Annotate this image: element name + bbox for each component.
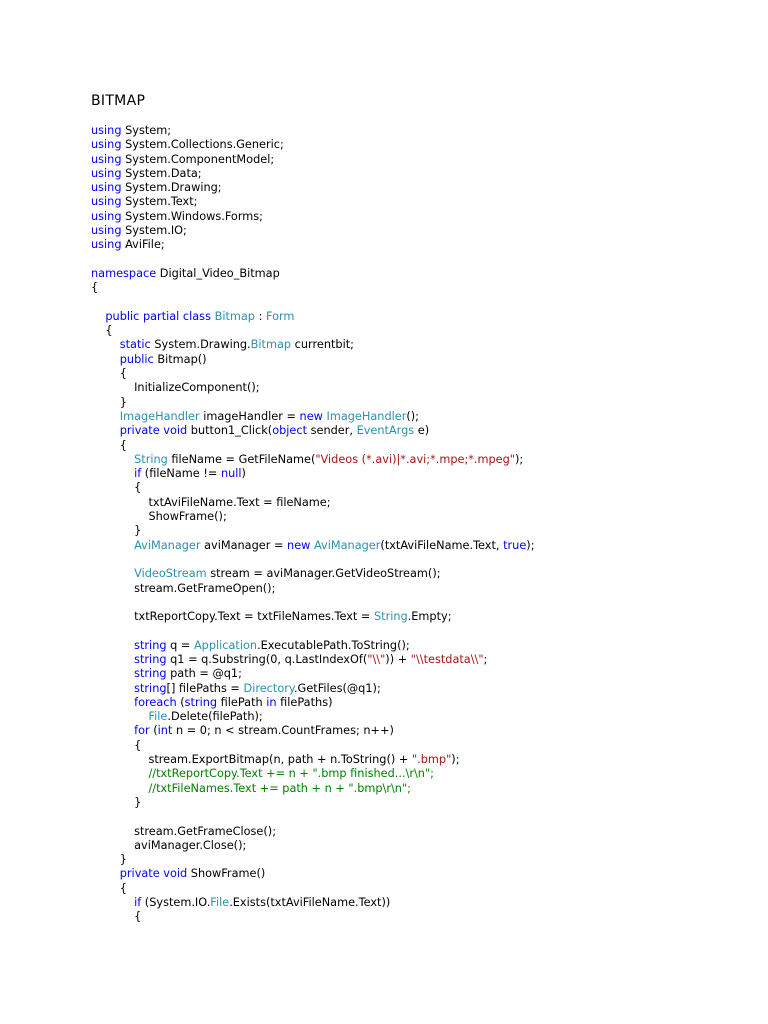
code-text-token: { [91, 324, 113, 338]
code-line [91, 853, 535, 867]
code-text-token: fileName = GetFileName( [167, 452, 316, 466]
type-token: VideoStream [134, 567, 207, 581]
code-text-token: { [91, 738, 142, 752]
code-text-token: .Exists(txtAviFileName.Text)) [229, 896, 391, 910]
keyword-token: using [91, 124, 122, 137]
code-line [91, 195, 535, 209]
code-text-token: stream = aviManager.GetVideoStream(); [206, 567, 441, 581]
code-text-token: (txtAviFileName.Text, [380, 538, 504, 552]
code-text-token [91, 310, 105, 323]
code-line [91, 724, 535, 738]
code-text-token: currentbit; [291, 338, 354, 352]
code-text-token: ); [451, 753, 460, 767]
code-text-token: System.Drawing; [121, 181, 222, 195]
type-token: Bitmap [250, 338, 292, 352]
type-token: String [134, 452, 168, 466]
code-line [91, 267, 535, 281]
code-line [91, 296, 535, 310]
type-token: Form [265, 309, 295, 323]
type-token: ImageHandler [326, 409, 407, 423]
type-token: String [373, 610, 408, 624]
code-line [91, 210, 535, 224]
code-text-token: { [91, 481, 142, 495]
keyword-token: int [157, 724, 173, 738]
code-line [91, 596, 535, 610]
code-text-token: imageHandler = [199, 409, 300, 423]
code-text-token [91, 710, 148, 723]
code-text-token: .Delete(filePath); [167, 710, 263, 724]
type-token: ImageHandler [119, 409, 200, 423]
keyword-token: public [119, 352, 154, 366]
code-text-token: ( [176, 695, 185, 709]
code-text-token [91, 696, 134, 709]
code-line [91, 753, 535, 767]
code-line [91, 410, 535, 424]
code-line [91, 424, 535, 438]
code-line [91, 667, 535, 681]
type-token: Application [193, 638, 258, 652]
code-text-token: ) [241, 467, 246, 481]
code-line [91, 539, 535, 553]
code-line [91, 496, 535, 510]
type-token: AviManager [313, 538, 381, 552]
keyword-token: using [91, 195, 122, 209]
code-text-token: } [91, 853, 127, 867]
code-text-token [91, 467, 134, 480]
code-line [91, 767, 535, 781]
keyword-token: using [91, 181, 122, 195]
code-line [91, 567, 535, 581]
keyword-token: new [287, 538, 311, 552]
code-line [91, 582, 535, 596]
code-line [91, 896, 535, 910]
code-text-token: ; [483, 652, 488, 666]
code-text-token: [] filePaths = [166, 681, 244, 695]
code-text-token [91, 867, 120, 880]
code-line [91, 381, 535, 395]
keyword-token: using [91, 138, 122, 152]
code-text-token [91, 410, 120, 423]
code-text-token [91, 424, 120, 437]
code-text-token: aviManager.Close(); [91, 838, 247, 852]
code-text-token: ( [149, 724, 158, 738]
code-text-token: } [91, 395, 127, 409]
keyword-token: string [134, 652, 167, 666]
code-line [91, 825, 535, 839]
code-line [91, 167, 535, 181]
code-text-token: e) [414, 424, 430, 438]
keyword-token: string [134, 681, 167, 695]
code-text-token: q1 = q.Substring(0, q.LastIndexOf( [166, 652, 368, 666]
code-text-token: System; [121, 124, 172, 137]
code-line [91, 796, 535, 810]
string-literal-token: "\\testdata\\" [410, 652, 484, 666]
code-text-token [91, 724, 134, 737]
code-line [91, 181, 535, 195]
code-text-token: (System.IO. [141, 896, 211, 910]
keyword-token: using [91, 152, 122, 166]
code-line [91, 682, 535, 696]
code-line [91, 138, 535, 152]
string-literal-token: "\\" [367, 652, 386, 666]
code-text-token: stream.GetFrameClose(); [91, 824, 276, 838]
keyword-token: string [134, 638, 167, 652]
keyword-token: true [503, 538, 527, 552]
keyword-token: foreach [134, 695, 177, 709]
keyword-token: public partial class [105, 309, 211, 323]
code-text-token: : [254, 309, 266, 323]
code-text-token: Bitmap() [153, 352, 207, 366]
code-text-token: sender, [307, 424, 357, 438]
code-line [91, 467, 535, 481]
code-line [91, 353, 535, 367]
code-text-token [91, 682, 134, 695]
type-token: Bitmap [214, 309, 255, 323]
code-line [91, 324, 535, 338]
code-text-token: txtReportCopy.Text = txtFileNames.Text = [91, 610, 374, 624]
code-text-token [91, 338, 120, 351]
keyword-token: private void [119, 424, 188, 438]
code-text-token: System.IO; [121, 224, 187, 238]
code-line [91, 653, 535, 667]
code-text-token [91, 453, 134, 466]
code-line [91, 396, 535, 410]
keyword-token: if [134, 896, 142, 910]
comment-token: //txtFileNames.Text += path + n + ".bmp\r\n"; [91, 781, 411, 795]
type-token: File [148, 710, 168, 724]
code-line [91, 696, 535, 710]
code-text-token: { [91, 438, 127, 452]
code-text-token: { [91, 281, 99, 295]
code-text-token: System.Data; [121, 166, 202, 180]
code-text-token: filePath [217, 695, 267, 709]
type-token: EventArgs [356, 424, 415, 438]
keyword-token: if [134, 467, 142, 481]
code-text-token: ); [515, 452, 524, 466]
code-text-token [91, 896, 134, 909]
keyword-token: string [184, 695, 218, 709]
code-text-token: n = 0; n < stream.CountFrames; n++) [172, 724, 394, 738]
keyword-token: object [272, 424, 308, 438]
code-line [91, 439, 535, 453]
keyword-token: null [220, 467, 242, 481]
code-text-token [91, 639, 134, 652]
code-text-token: AviFile; [121, 238, 165, 252]
code-text-token: .GetFiles(@q1); [293, 681, 381, 695]
code-text-token: Digital_Video_Bitmap [156, 266, 280, 280]
code-line [91, 453, 535, 467]
code-text-token: q = [166, 638, 194, 652]
code-line [91, 839, 535, 853]
keyword-token: using [91, 238, 122, 252]
code-text-token: .Empty; [407, 610, 452, 624]
code-text-token: { [91, 881, 127, 895]
code-line [91, 367, 535, 381]
code-line [91, 867, 535, 881]
code-text-token: filePaths) [276, 695, 333, 709]
code-text-token: ShowFrame() [187, 867, 266, 881]
code-line [91, 710, 535, 724]
code-line [91, 481, 535, 495]
code-line [91, 624, 535, 638]
code-line [91, 124, 535, 138]
code-line [91, 310, 535, 324]
code-text-token [91, 567, 134, 580]
code-text-token: InitializeComponent(); [91, 381, 260, 395]
keyword-token: for [134, 724, 150, 738]
code-text-token: button1_Click( [187, 424, 273, 438]
code-text-token: )) + [385, 652, 411, 666]
keyword-token: new [299, 409, 323, 423]
code-line [91, 510, 535, 524]
type-token: AviManager [134, 538, 201, 552]
code-text-token [91, 353, 120, 366]
code-text-token: } [91, 795, 142, 809]
code-line [91, 782, 535, 796]
code-line [91, 739, 535, 753]
keyword-token: string [134, 667, 167, 681]
code-line [91, 338, 535, 352]
code-line [91, 153, 535, 167]
code-text-token: stream.ExportBitmap(n, path + n.ToString() + [91, 753, 412, 767]
code-text-token: System.Drawing. [150, 338, 251, 352]
code-line [91, 281, 535, 295]
code-text-token: System.Windows.Forms; [121, 209, 263, 223]
code-text-token: (fileName != [141, 467, 221, 481]
code-line [91, 910, 535, 924]
code-text-token: System.ComponentModel; [121, 152, 275, 166]
type-token: Directory [243, 681, 294, 695]
keyword-token: private void [119, 867, 188, 881]
code-line [91, 553, 535, 567]
code-line [91, 610, 535, 624]
code-text-token: stream.GetFrameOpen(); [91, 581, 276, 595]
code-line [91, 224, 535, 238]
code-text-token: path = @q1; [166, 667, 242, 681]
code-text-token: ShowFrame(); [91, 510, 227, 524]
code-text-token: ); [526, 538, 535, 552]
keyword-token: static [119, 338, 151, 352]
code-line [91, 882, 535, 896]
code-text-token: { [91, 910, 142, 924]
code-text-token: (); [406, 409, 419, 423]
code-text-token: txtAviFileName.Text = fileName; [91, 495, 331, 509]
string-literal-token: "Videos (*.avi)|*.avi;*.mpe;*.mpeg" [315, 452, 515, 466]
code-text-token: System.Collections.Generic; [121, 138, 284, 152]
document-title: BITMAP [91, 93, 146, 109]
code-line [91, 238, 535, 252]
code-text-token [91, 667, 134, 680]
code-text-token: .ExecutablePath.ToString(); [257, 638, 410, 652]
string-literal-token: ".bmp" [411, 753, 452, 767]
code-line [91, 639, 535, 653]
type-token: File [210, 896, 230, 910]
code-text-token: } [91, 524, 142, 538]
code-line [91, 810, 535, 824]
keyword-token: using [91, 209, 122, 223]
code-text-token: aviManager = [200, 538, 288, 552]
keyword-token: namespace [91, 266, 157, 280]
comment-token: //txtReportCopy.Text += n + ".bmp finished...\r\n"; [91, 767, 434, 781]
code-line [91, 524, 535, 538]
code-text-token: System.Text; [121, 195, 198, 209]
code-text-token [91, 653, 134, 666]
keyword-token: using [91, 166, 122, 180]
code-text-token [91, 539, 134, 552]
keyword-token: in [266, 695, 277, 709]
code-block [91, 124, 535, 925]
keyword-token: using [91, 224, 122, 238]
code-line [91, 253, 535, 267]
code-text-token: { [91, 367, 127, 381]
